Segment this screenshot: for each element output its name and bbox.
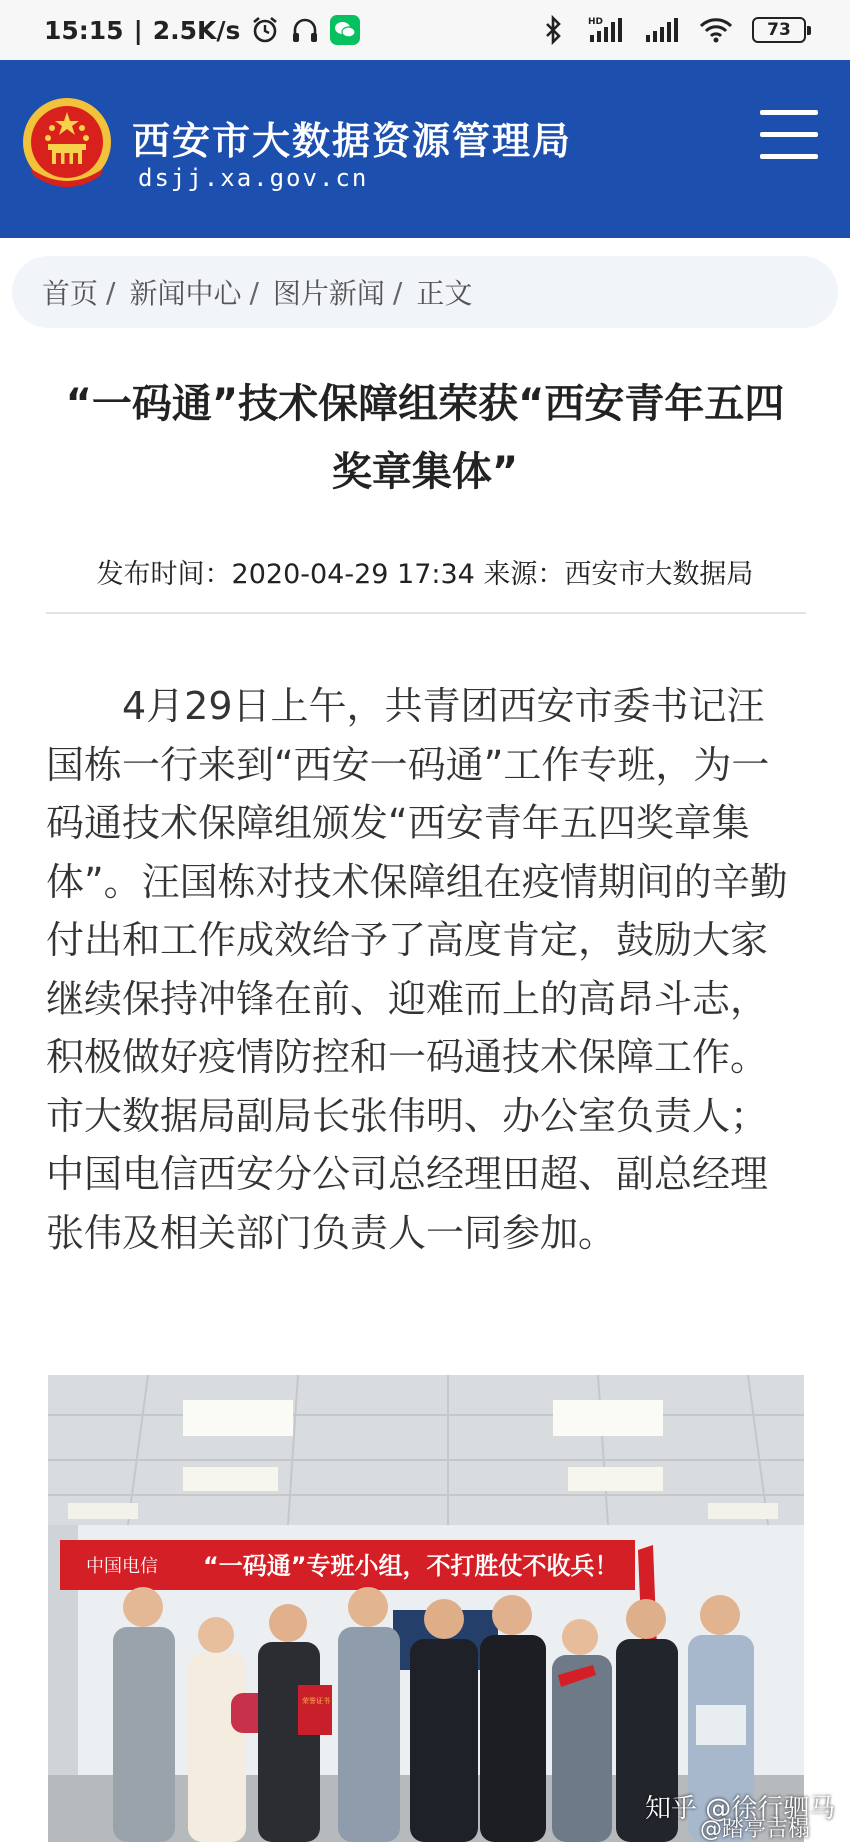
breadcrumb-home[interactable]: 首页 [42, 277, 99, 310]
breadcrumb [12, 256, 838, 328]
weibo-watermark: @踏亭吉榻 [700, 1817, 811, 1842]
article-title-line: 奖章集体” [331, 449, 519, 495]
wechat-icon [330, 15, 360, 45]
body-line: 体”。汪国栋对技术保障组在疫情期间的辛勤 [46, 859, 788, 904]
body-line: 付出和工作成效给予了高度肯定，鼓励大家 [46, 918, 769, 962]
site-title[interactable]: 西安市大数据资源管理局 [132, 119, 573, 163]
body-line: 积极做好疫情防控和一码通技术保障工作。 [46, 1035, 769, 1079]
article-body [46, 677, 816, 1262]
status-bar [0, 0, 850, 60]
breadcrumb-separator: / [392, 275, 403, 309]
status-separator: | [133, 15, 143, 45]
signal-icon [644, 15, 680, 45]
site-header [0, 60, 850, 238]
breadcrumb-current: 正文 [416, 277, 473, 310]
alarm-icon [250, 15, 280, 45]
status-net-speed: 2.5K/s [152, 15, 241, 45]
status-left [44, 15, 360, 45]
breadcrumb-separator: / [249, 275, 259, 309]
breadcrumb-separator: / [106, 275, 116, 309]
status-right [538, 15, 806, 45]
national-emblem-icon[interactable] [20, 96, 114, 194]
wifi-icon [698, 15, 734, 45]
banner-logo: 中国电信 [86, 1556, 158, 1577]
body-line: 市大数据局副局长张伟明、办公室负责人； [46, 1093, 769, 1138]
body-line: 中国电信西安分公司总经理田超、副总经理 [46, 1152, 769, 1196]
site-domain: dsjj.xa.gov.cn [138, 164, 369, 192]
headphones-icon [290, 15, 320, 45]
article-photo[interactable] [48, 1375, 804, 1842]
divider [46, 612, 806, 614]
body-line: 张伟及相关部门负责人一同参加。 [46, 1210, 617, 1255]
article-meta: 发布时间：2020-04-29 17:34 来源：西安市大数据局 [96, 559, 754, 590]
status-time: 15:15 [44, 15, 124, 45]
zhihu-watermark: 知乎 @徐行驷马 [645, 1794, 836, 1824]
hamburger-menu-icon[interactable] [756, 110, 822, 180]
banner-text: “一码通”专班小组，不打胜仗不收兵！ [203, 1552, 619, 1580]
breadcrumb-photo-news[interactable]: 图片新闻 [272, 277, 385, 310]
breadcrumb-news-center[interactable]: 新闻中心 [129, 277, 242, 310]
hd-signal-icon [586, 15, 626, 45]
body-line: 4月29日上午，共青团西安市委书记汪 [46, 684, 765, 728]
body-line: 继续保持冲锋在前、迎难而上的高昂斗志， [46, 976, 769, 1021]
certificate-text: 荣誉证书 [302, 1697, 330, 1705]
article-title-line: “一码通”技术保障组荣获“西安青年五四 [65, 381, 785, 427]
bluetooth-icon [538, 15, 568, 45]
body-line: 国栋一行来到“西安一码通”工作专班，为一 [46, 742, 770, 787]
svg-text:HD: HD [588, 17, 604, 27]
battery-icon: 73 [752, 17, 806, 43]
article-title [40, 370, 810, 506]
body-line: 码通技术保障组颁发“西安青年五四奖章集 [46, 801, 750, 845]
